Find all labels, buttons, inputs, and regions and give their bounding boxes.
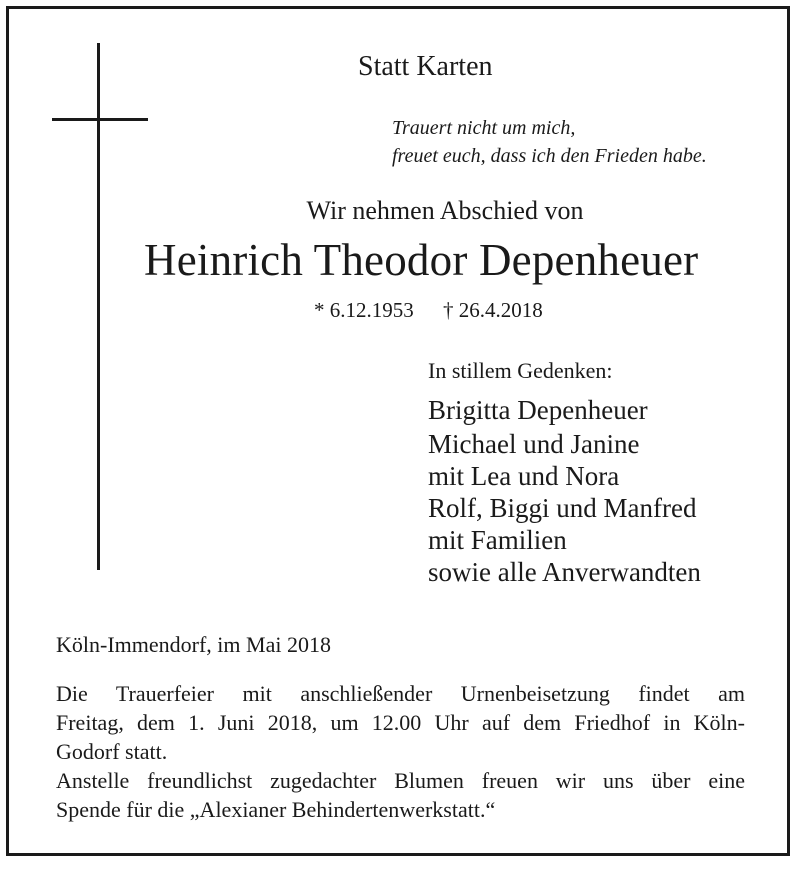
- birth-date: * 6.12.1953: [314, 298, 414, 322]
- life-dates: [314, 298, 543, 323]
- quote-line: Trauert nicht um mich,: [392, 117, 576, 139]
- funeral-line: Freitag, dem 1. Juni 2018, um 12.00 Uhr auf dem Friedhof in Köln-: [56, 710, 745, 735]
- place-and-date: Köln-Immendorf, im Mai 2018: [56, 632, 331, 657]
- mourner-line: Michael und Janine: [428, 429, 640, 459]
- mourner-line: Brigitta Depenheuer: [428, 395, 648, 425]
- quote-line: freuet euch, dass ich den Frieden habe.: [392, 145, 707, 167]
- funeral-details: [56, 679, 745, 824]
- death-date: † 26.4.2018: [443, 298, 543, 322]
- memory-label: In stillem Gedenken:: [428, 358, 613, 383]
- funeral-line: Spende für die „Alexianer Behindertenwerkstatt.“: [56, 797, 496, 822]
- mourner-line: mit Lea und Nora: [428, 461, 620, 491]
- deceased-name: Heinrich Theodor Depenheuer: [144, 235, 699, 285]
- notice-header: Statt Karten: [358, 51, 493, 82]
- funeral-line: Anstelle freundlichst zugedachter Blumen freuen wir uns über eine: [56, 768, 745, 793]
- mourners-list: [428, 393, 701, 589]
- cross-vertical-bar: [97, 43, 100, 570]
- funeral-line: Die Trauerfeier mit anschließender Urnenbeisetzung findet am: [56, 681, 745, 706]
- farewell-intro: Wir nehmen Abschied von: [306, 196, 584, 225]
- cross-horizontal-bar: [52, 118, 148, 121]
- mourner-line: Rolf, Biggi und Manfred: [428, 493, 697, 523]
- mourner-line: sowie alle Anverwandten: [428, 557, 701, 587]
- funeral-line: Godorf statt.: [56, 739, 168, 764]
- quote-block: [392, 114, 707, 170]
- mourner-line: mit Familien: [428, 525, 567, 555]
